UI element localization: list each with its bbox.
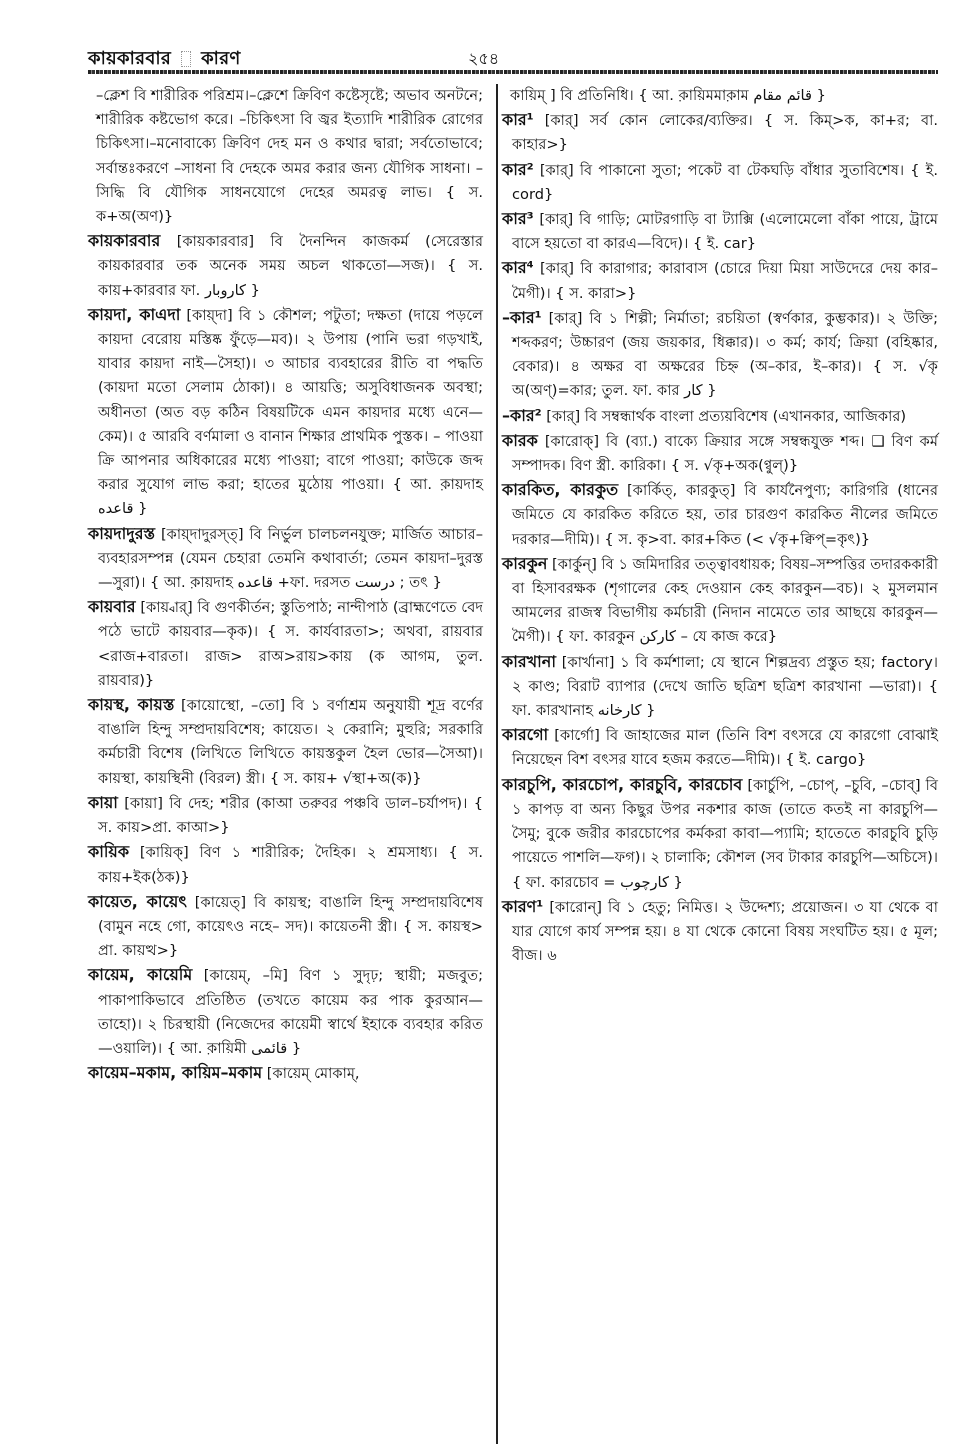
entry-headword: –কার² [502,405,542,425]
continued-entry [502,84,938,108]
dictionary-entry [88,840,483,889]
entry-headword: কায়কারবার [88,231,161,251]
entry-headword: কার⁴ [502,258,534,278]
entry-definition: [কায়্দা] বি ১ কৌশল; পটুতা; দক্ষতা (দায়ে পড়লে কায়দা বেরোয় মস্তিষ্ক ফুঁড়ে—মব)। ২ উপায় (পানি ভরা গড়খাই, যাবার কায়দা নাই—সৈহা)। ৩ আচার ব্যবহারের রীতি বা পদ্ধতি (কায়দা মতো সেলাম ঠোকা)। ৪ আয়ত্তি; অসুবিধাজনক অবস্থা; অধীনতা (অত বড় কঠিন বিষয়টিকে এমন কায়দার মধ্যে এনে—কেম)। ৫ আরবি বর্ণমালা ও বানান শিক্ষার প্রাথমিক পুস্তক। – পাওয়া ক্রি আপনার অধিকারের মধ্যে পাওয়া; বাগে পাওয়া; কাউকে জব্দ করার সুযোগ লাভ করা; হাতের মুঠোয় পাওয়া। { আ. ক়ায়দাহ قاعده } [98,306,483,518]
entry-headword: কার² [502,159,534,179]
entry-definition: [কার্কুন্] বি ১ জমিদারির তত্ত্বাবধায়ক; বিষয়–সম্পত্তির তদারককারী বা হিসাবরক্ষক (শৃগালের কেহ দেওয়ান কেহ কারকুন—বচ)। ২ মুসলমান আমলের রাজস্ব বিভাগীয় কর্মচারী (নিদান নামেতে তার আছয়ে কারকুন—মৈগী)। { ফা. কারকুন کارکن – যে কাজ করে} [512,555,938,646]
entry-headword: কারক [502,430,538,450]
entry-definition: [কার্] বি কারাগার; কারাবাস (চোরে দিয়া মিয়া সাউদেরে দেয় কার– মৈগী)। { স. কারা>} [512,260,938,302]
entry-headword: –কার¹ [502,307,542,327]
entry-definition: [কায়া] বি দেহ; শরীর (কাআ তরুবর পঞ্চবি ডাল–চর্যাপদ)। { স. কায়>প্রা. কাআ>} [98,794,483,837]
dictionary-entry [88,693,483,791]
entry-definition: [কায়িক্] বিণ ১ শারীরিক; দৈহিক। ২ শ্রমসাধ্য। { স. কায়+ইক(ঠক)} [98,844,483,886]
entry-definition: [কায়েম্ মোকাম্, [262,1065,360,1083]
entry-headword: কারকুন [502,553,548,573]
entry-definition: [কার্কিত্, কারকুত্] বি কার্যনৈপুণ্য; কারিগরি (ধানের জমিতে যে কারকিত করিতে হয়, তার চারগুণ কারকিত নীলের জমিতে দরকার—দীমি)। { স. কৃ>বা. কার+কিত (< √কৃ+ক্বিপ্=কৃৎ)} [512,482,938,548]
headword-separator [181,51,191,67]
entry-headword: কারচুপি, কারচোপ, কারচুবি, কারচোব [502,774,743,794]
entry-headword: কায়েম–মকাম, কায়িম–মকাম [88,1063,263,1083]
entry-headword: কারখানা [502,651,556,671]
dictionary-entry [502,207,938,256]
dictionary-entry [502,306,938,404]
dictionary-entry [88,791,483,840]
entry-definition: [কার্গো] বি জাহাজের মাল (তিনি বিশ বৎসরে যে কারগো বোঝাই নিয়েছেন বিশ বৎসর যাবে হজম করতে—দীমি)। { ই. cargo} [512,727,938,769]
entry-definition: [কার্চুপি, –চোপ্, –চুবি, –চোব্] বি ১ কাপড় বা অন্য কিছুর উপর নকশার কাজ (তাতে কতই না কারচুপি—সৈমু; বুকে জরীর কারচোপের কর্মকরা কাবা—প্যামি; হাতেতে কারচুবি চুড়ি পায়েতে পাশলি—ফগ)। ২ চালাকি; কৌশল (সব টাকার কারচুপি—অচিসে)। { ফা. কারচোব = کارچوب } [512,776,938,891]
entry-definition: কায়িম্ ] বি প্রতিনিধি। { আ. ক়ায়িমমাক়াম قائم مقام } [510,87,826,104]
dictionary-entry [502,723,938,772]
dictionary-entry [88,595,483,693]
dictionary-entry [502,478,938,552]
dictionary-entry [502,895,938,969]
dictionary-entry [88,522,483,596]
entry-definition: [কায়েত্] বি কায়স্থ; বাঙালি হিন্দু সম্প্রদায়বিশেষ (বামুন নহে গো, কায়েৎও নহে– সদ)। কায়েতনী স্ত্রী। { স. কায়স্থ> প্রা. কায়ত্থ>} [98,893,483,960]
entry-definition: [কারোন্] বি ১ হেতু; নিমিত্ত। ২ উদ্দেশ্য; প্রয়োজন। ৩ যা থেকে বা যার যোগে কার্য সম্পন্ন হয়। ৪ যা থেকে কোনো বিষয় সংঘটিত হয়। ৫ মূল; বীজ। ৬ [512,898,938,965]
entry-definition: [কায়্বার্] বি গুণকীর্তন; স্তুতিপাঠ; নান্দীপাঠ (ব্রাহ্মণেতে বেদ পঠে ভাটে কায়বার—কৃক)। { স. কার্যবারতা>; অথবা, রায়বার <রাজ+বারতা। রাজ> রাঅ>রায়>কায় (ক আগম, তুল. রায়বার)} [98,599,483,689]
entry-definition: [কার্] বি সম্বন্ধার্থক বাংলা প্রত্যয়বিশেষ (এখানকার, আজিকার) [541,407,907,425]
dictionary-entry [502,552,938,650]
dictionary-entry [88,1061,483,1086]
page-header [88,44,928,70]
dictionary-entry [502,650,938,724]
entry-definition: [কারোক্] বি (ব্যা.) বাক্যে ক্রিয়ার সঙ্গে সম্বন্ধযুক্ত শব্দ। ❑ বিণ কর্ম সম্পাদক। বিণ স্ত্রী. কারিকা। { স. √কৃ+অক(ণ্বুল্)} [512,432,938,475]
entry-headword: কারণ¹ [502,896,544,916]
entry-definition: [কায়েম্, –মি] বিণ ১ সুদৃঢ়; স্থায়ী; মজবুত; পাকাপাকিভাবে প্রতিষ্ঠিত (তখতে কায়েম কর পাক কুরআন—তাহো)। ২ চিরস্থায়ী (নিজেদের কায়েমী স্বার্থে ইহাকে ব্যবহার করিত—ওয়ালি)। { আ. ক়ায়িমী قائمی } [98,967,483,1057]
entry-definition: [কার্] বি গাড়ি; মোটরগাড়ি বা ট্যাক্সি (এলোমেলো বাঁকা পায়ে, ট্রামে বাসে হয়তো বা কারএ—বিদে)। { ই. car} [512,211,938,253]
entry-headword: কারকিত, কারকুত [502,480,619,500]
entry-definition: [কার্] সর্ব কোন লোকের/ব্যক্তির। { স. কিম্>ক, কা+র; বা. কাহার>} [512,112,938,154]
left-column [88,84,483,1086]
entry-headword: কারগো [502,725,549,745]
dictionary-entry [88,963,483,1061]
last-headword: কারণ [201,48,241,69]
entry-headword: কায়া [88,792,118,812]
entry-headword: কায়স্থ, কায়স্ত [88,695,175,715]
entry-headword: কায়দাদুরস্ত [88,523,156,543]
dictionary-entry [502,158,938,207]
dictionary-entry [88,229,483,303]
page-number: ২৫৪ [468,49,500,68]
dictionary-entry [502,404,938,429]
entry-headword: কায়দা, কাএদা [88,304,181,324]
entry-headword: কায়বার [88,597,136,617]
entry-headword: কায়েম, কায়েমি [88,965,193,985]
entry-definition: [কার্] বি ১ শিল্পী; নির্মাতা; রচয়িতা (স্বর্ণকার, কুম্ভকার)। ২ উক্তি; শব্দকরণ; উচ্চারণ (জয় জয়কার, ধিক্কার)। ৩ কর্ম; কার্য; ক্রিয়া (বহিষ্কার, বেকার)। ৪ অক্ষর বা অক্ষরের চিহ্ন (অ–কার, ই–কার)। { স. √কৃ অ(অণ্)=কার; তুল. ফা. কার کار } [512,309,938,400]
first-headword: কায়কারবার [88,48,172,69]
right-column [496,84,938,1444]
entry-headword: কার¹ [502,110,534,130]
entry-definition: [কার্] বি পাকানো সুতা; পকেট বা টেকঘড়ি বাঁধার সুতাবিশেষ। { ই. cord} [512,161,938,203]
dictionary-entry [502,429,938,478]
dictionary-entry [502,256,938,305]
entry-definition: [কায়কারবার] বি দৈনন্দিন কাজকর্ম (সেরেস্তার কায়কারবার তক অনেক সময় অচল থাকতো—সজ)। { স. কায়+কারবার ফা. کاروبار } [98,233,483,299]
header-rule [88,70,938,74]
entry-headword: কায়েত, কায়েৎ [88,891,187,911]
entry-headword: কায়িক [88,842,130,862]
entry-definition: –ক্লেশ বি শারীরিক পরিশ্রম।–ক্লেশে ক্রিবিণ কষ্টেসৃষ্টে; অভাব অনটনে; শারীরিক কষ্টভোগ করে। –চিকিৎসা বি জ্বর ইত্যাদি শারীরিক রোগের চিকিৎসা।–মনোবাক্যে ক্রিবিণ দেহ মন ও কথার দ্বারা; সর্বতোভাবে; সর্বান্তঃকরণে –সাধনা বি দেহকে অমর করার জন্য যৌগিক সাধনা। –সিদ্ধি বি যৌগিক সাধনযোগে দেহের অমরত্ব লাভ। { স. ক+অ(অণ)} [96,87,483,226]
dictionary-entry [88,890,483,964]
continued-entry [88,84,483,229]
entry-definition: [কার্খানা] ১ বি কর্মশালা; যে স্থানে শিল্পদ্রব্য প্রস্তুত হয়; factory। ২ কাণ্ড; বিরাট ব্যাপার (দেখে জাতি ছত্রিশ ছত্রিশ কারখানা —ভারা)। { ফা. কারখানাহ کارخانه } [512,653,938,720]
dictionary-entry [502,773,938,895]
dictionary-entry [502,108,938,157]
entry-definition: [কায়্দাদুরস্ত্] বি নির্ভুল চালচলনযুক্ত; মার্জিত আচার–ব্যবহারসম্পন্ন (যেমন চেহারা তেমনি কথাবার্তা; তেমন কায়দা–দুরস্ত—সুরা)। { আ. ক়ায়দাহ قاعده +ফা. দরসত درست ; তৎ } [98,525,483,592]
entry-headword: কার³ [502,209,534,229]
entry-definition: [কায়োস্থো, –তো] বি ১ বর্ণাশ্রম অনুযায়ী শূদ্র বর্ণের বাঙালি হিন্দু সম্প্রদায়বিশেষ; কায়েত। ২ কেরানি; মুহুরি; সরকারি কর্মচারী বিশেষ (লিখিতে লিখিতে কায়স্তকুল হৈল ভোর—সৈআ)। কায়স্থা, কায়স্থিনী (বিরল) স্ত্রী। { স. কায়+ √স্থা+অ(ক)} [98,697,483,787]
dictionary-entry [88,303,483,522]
